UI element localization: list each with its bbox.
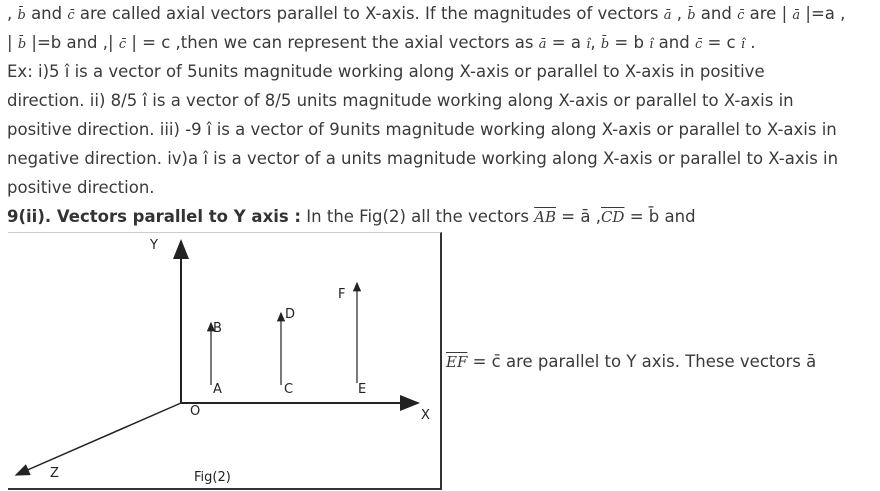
text-line-6: negative direction. iv)a î is a vector of a units magnitude working along X-axis or parallel to X-axis in xyxy=(7,149,839,168)
ef-line: $\overline{EF}$ = c̄ are parallel to Y axis. These vectors ā xyxy=(446,352,817,371)
point-f-label: F xyxy=(338,287,346,302)
point-b-label: B xyxy=(213,321,222,336)
text-line-4: direction. ii) 8/5 î is a vector of 8/5 units magnitude working along X-axis or parallel to X-axis in xyxy=(7,91,794,110)
z-axis-label: Z xyxy=(50,466,59,481)
text-line-3: Ex: i)5 î is a vector of 5units magnitude working along X-axis or parallel to X-axis in positive xyxy=(7,62,765,81)
point-d-label: D xyxy=(285,307,296,322)
figure-caption: Fig(2) xyxy=(194,470,231,485)
axes-diagram xyxy=(8,233,442,491)
section-heading-line: 9(ii). Vectors parallel to Y axis : In the Fig(2) all the vectors $\overline{AB}$ = ā $,\overline{CD}$ = b̄ and xyxy=(7,207,696,226)
text-line-1: , b̄ and c̄ are called axial vectors parallel to X-axis. If the magnitudes of vectors ā , b̄ and c̄ are | ā |=a , xyxy=(7,4,846,23)
text-line-7: positive direction. xyxy=(7,178,155,197)
point-c-label: C xyxy=(284,382,294,397)
point-e-label: E xyxy=(358,382,367,397)
text-line-5: positive direction. iii) -9 î is a vector of 9units magnitude working along X-axis or parallel to X-axis in xyxy=(7,120,837,139)
z-axis xyxy=(16,403,181,475)
y-axis-label: Y xyxy=(150,238,158,253)
text-line-2: | b̄ |=b and ,| c̄ | = c ,then we can represent the axial vectors as ā = a î, b̄ = b î and c̄ = c î . xyxy=(7,33,756,52)
origin-label: O xyxy=(190,404,201,419)
figure-2 xyxy=(8,232,442,490)
section-heading: 9(ii). Vectors parallel to Y axis : xyxy=(7,207,302,226)
point-a-label: A xyxy=(213,382,222,397)
x-axis-label: X xyxy=(421,408,430,423)
